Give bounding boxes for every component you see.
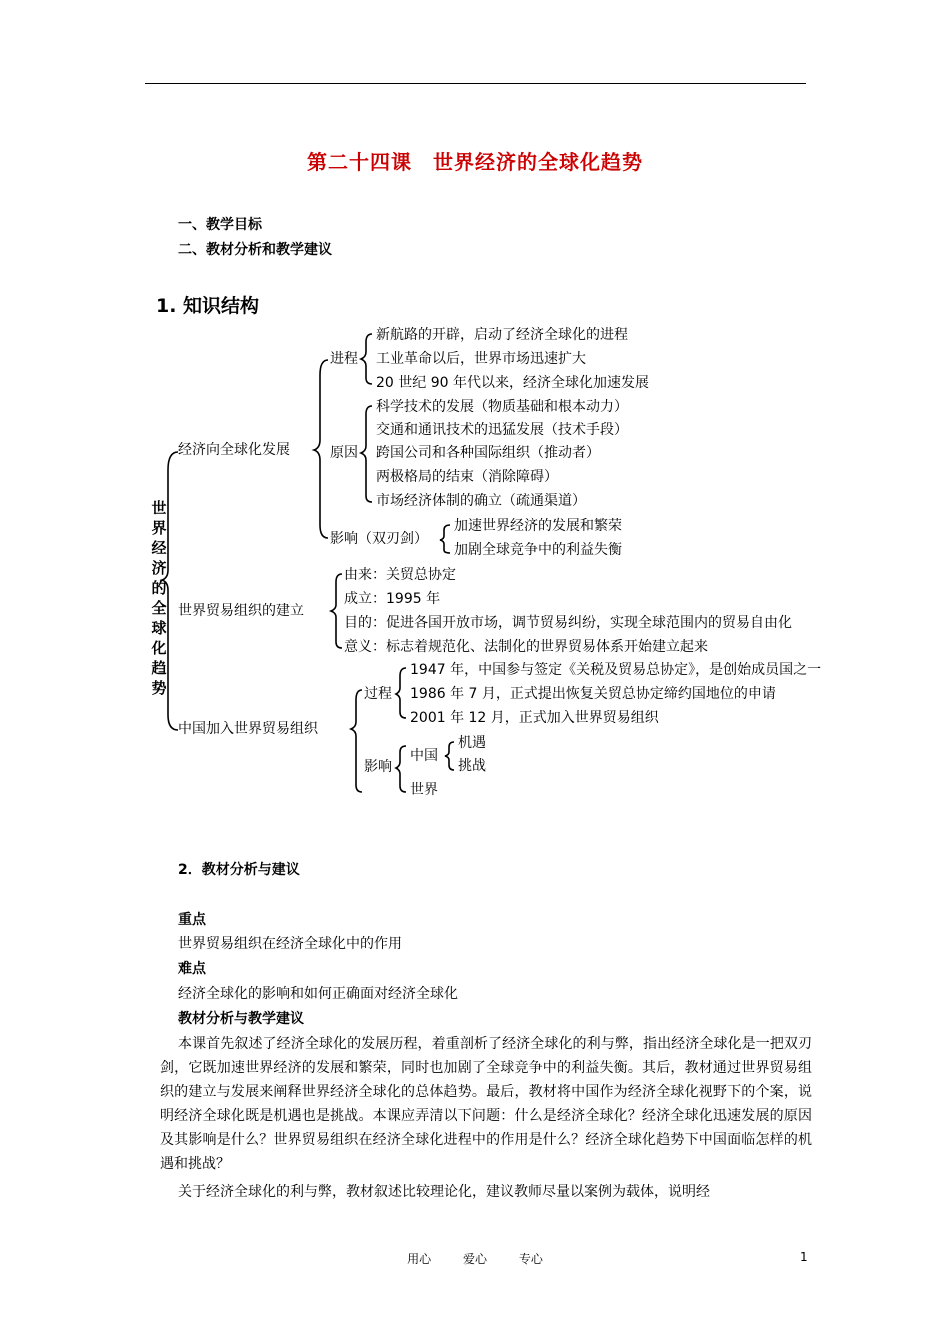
tree-node-effect: 影响（双刃剑） xyxy=(330,531,428,547)
tree-leaf: 成立：1995 年 xyxy=(344,591,441,607)
tree-node-china: 中国 xyxy=(410,748,438,764)
tree-leaf: 意义：标志着规范化、法制化的世界贸易体系开始建立起来 xyxy=(344,639,708,655)
tree-root: 世界经济的全球化趋势 xyxy=(151,499,167,697)
tree-leaf: 加速世界经济的发展和繁荣 xyxy=(454,518,622,534)
tree-leaf: 交通和通讯技术的迅猛发展（技术手段） xyxy=(376,422,628,438)
tree-node-effect: 影响 xyxy=(364,759,392,775)
tree-node-process: 进程 xyxy=(330,351,358,367)
section-analysis-advice: 二、教材分析和教学建议 xyxy=(178,242,332,258)
page-number: 1 xyxy=(800,1250,808,1264)
footer-word: 专心 xyxy=(518,1252,543,1266)
tree-leaf: 20 世纪 90 年代以来，经济全球化加速发展 xyxy=(376,375,649,391)
section-teaching-goals: 一、教学目标 xyxy=(178,217,262,233)
page-title: 第二十四课 世界经济的全球化趋势 xyxy=(307,150,643,174)
tree-leaf: 挑战 xyxy=(458,758,486,774)
tree-leaf: 工业革命以后，世界市场迅速扩大 xyxy=(376,351,586,367)
advice-label: 教材分析与教学建议 xyxy=(178,1011,304,1027)
tree-leaf: 1947 年，中国参与签定《关税及贸易总协定》，是创始成员国之一 xyxy=(410,662,822,678)
tree-leaf: 1986 年 7 月，正式提出恢复关贸总协定缔约国地位的申请 xyxy=(410,686,776,702)
body-paragraph: 本课首先叙述了经济全球化的发展历程，着重剖析了经济全球化的利与弊，指出经济全球化是一把双刃剑，它既加速世界经济的发展和繁荣，同时也加剧了全球竞争中的利益失衡。其后，教材通过世界贸易组织的建立与发展来阐释世界经济全球化的总体趋势。最后，教材将中国作为经济全球化视野下的个案，说明经济全球化既是机遇也是挑战。本课应弄清以下问题：什么是经济全球化？经济全球化迅速发展的原因及其影响是什么？世界贸易组织在经济全球化进程中的作用是什么？经济全球化趋势下中国面临怎样的机遇和挑战？ xyxy=(160,1036,812,1172)
tree-branch-wto: 世界贸易组织的建立 xyxy=(178,603,304,619)
tree-leaf: 新航路的开辟，启动了经济全球化的进程 xyxy=(376,327,628,343)
tree-leaf: 机遇 xyxy=(458,735,486,751)
footer-word: 爱心 xyxy=(462,1252,487,1266)
tree-leaf: 跨国公司和各种国际组织（推动者） xyxy=(376,445,600,461)
tree-leaf: 市场经济体制的确立（疏通渠道） xyxy=(376,493,586,509)
key-text: 世界贸易组织在经济全球化中的作用 xyxy=(178,936,402,952)
tree-leaf: 两极格局的结束（消除障碍） xyxy=(376,469,558,485)
structure-heading: 1. 知识结构 xyxy=(156,295,260,317)
difficulty-text: 经济全球化的影响和如何正确面对经济全球化 xyxy=(178,986,458,1002)
tree-leaf: 科学技术的发展（物质基础和根本动力） xyxy=(376,399,628,415)
tree-leaf: 加剧全球竞争中的利益失衡 xyxy=(454,542,622,558)
tree-leaf: 由来：关贸总协定 xyxy=(344,567,456,583)
tree-branch-globalization: 经济向全球化发展 xyxy=(178,442,290,458)
footer-word: 用心 xyxy=(407,1252,432,1266)
tree-node-process: 过程 xyxy=(364,686,392,702)
tree-node-world: 世界 xyxy=(410,782,438,798)
tree-leaf: 目的：促进各国开放市场，调节贸易纠纷，实现全球范围内的贸易自由化 xyxy=(344,615,792,631)
analysis-heading: 2．教材分析与建议 xyxy=(178,862,300,878)
tree-branch-china-wto: 中国加入世界贸易组织 xyxy=(178,721,318,737)
body-paragraph: 关于经济全球化的利与弊，教材叙述比较理论化，建议教师尽量以案例为载体，说明经 xyxy=(178,1184,710,1200)
tree-node-cause: 原因 xyxy=(330,445,358,461)
tree-leaf: 2001 年 12 月，正式加入世界贸易组织 xyxy=(410,710,659,726)
difficulty-label: 难点 xyxy=(178,961,206,977)
key-label: 重点 xyxy=(178,912,206,928)
